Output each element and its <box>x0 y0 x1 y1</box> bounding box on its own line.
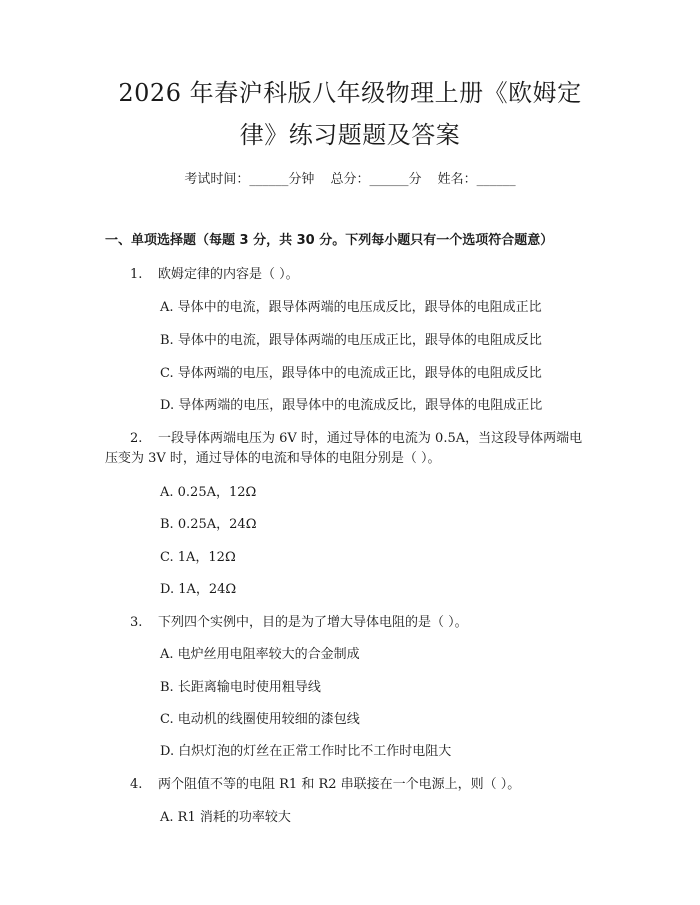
q3-option-c: C. 电动机的线圈使用较细的漆包线 <box>160 712 360 727</box>
q3-option-b: B. 长距离输电时使用粗导线 <box>160 680 321 695</box>
q1-option-c: C. 导体两端的电压，跟导体中的电流成正比，跟导体的电阻成反比 <box>160 366 542 381</box>
q3-option-a: A. 电炉丝用电阻率较大的合金制成 <box>160 647 360 662</box>
q3-option-d: D. 白炽灯泡的灯丝在正常工作时比不工作时电阻大 <box>160 744 452 759</box>
question-2 <box>130 427 582 446</box>
q2-option-d: D. 1A，24Ω <box>160 582 237 597</box>
exam-info <box>0 168 700 187</box>
q4-option-a: A. R1 消耗的功率较大 <box>160 810 291 825</box>
question-number: 2. <box>130 431 143 446</box>
q1-option-d: D. 导体两端的电压，跟导体中的电流成反比，跟导体的电阻成正比 <box>160 398 543 413</box>
question-stem: 一段导体两端电压为 6V 时，通过导体的电流为 0.5A，当这段导体两端电 <box>158 431 583 446</box>
question-4 <box>130 773 520 792</box>
document-title <box>60 72 640 156</box>
q1-option-b: B. 导体中的电流，跟导体两端的电压成正比，跟导体的电阻成反比 <box>160 333 542 348</box>
title-line-1: 2026 年春沪科版八年级物理上册《欧姆定 <box>118 79 582 107</box>
question-2-stem-continued: 压变为 3V 时，通过导体的电流和导体的电阻分别是（ ）。 <box>105 451 441 466</box>
q1-option-a: A. 导体中的电流，跟导体两端的电压成反比，跟导体的电阻成正比 <box>160 300 542 315</box>
q2-option-b: B. 0.25A，24Ω <box>160 517 257 532</box>
question-1 <box>130 263 299 282</box>
q2-option-c: C. 1A，12Ω <box>160 550 236 565</box>
section-heading: 一、单项选择题（每题 3 分，共 30 分。下列每小题只有一个选项符合题意） <box>105 233 554 248</box>
question-3 <box>130 611 468 630</box>
question-number: 3. <box>130 615 143 630</box>
exam-time: 考试时间：______分钟 <box>184 172 315 187</box>
question-number: 1. <box>130 267 143 282</box>
title-line-2: 律》练习题题及答案 <box>239 121 461 149</box>
question-stem: 下列四个实例中，目的是为了增大导体电阻的是（ ）。 <box>158 615 468 630</box>
total-score: 总分：______分 <box>330 172 422 187</box>
student-name: 姓名：______ <box>437 172 516 187</box>
question-stem: 欧姆定律的内容是（ ）。 <box>158 267 299 282</box>
question-stem: 两个阻值不等的电阻 R1 和 R2 串联接在一个电源上，则（ ）。 <box>158 777 521 792</box>
q2-option-a: A. 0.25A，12Ω <box>160 485 257 500</box>
question-number: 4. <box>130 777 143 792</box>
